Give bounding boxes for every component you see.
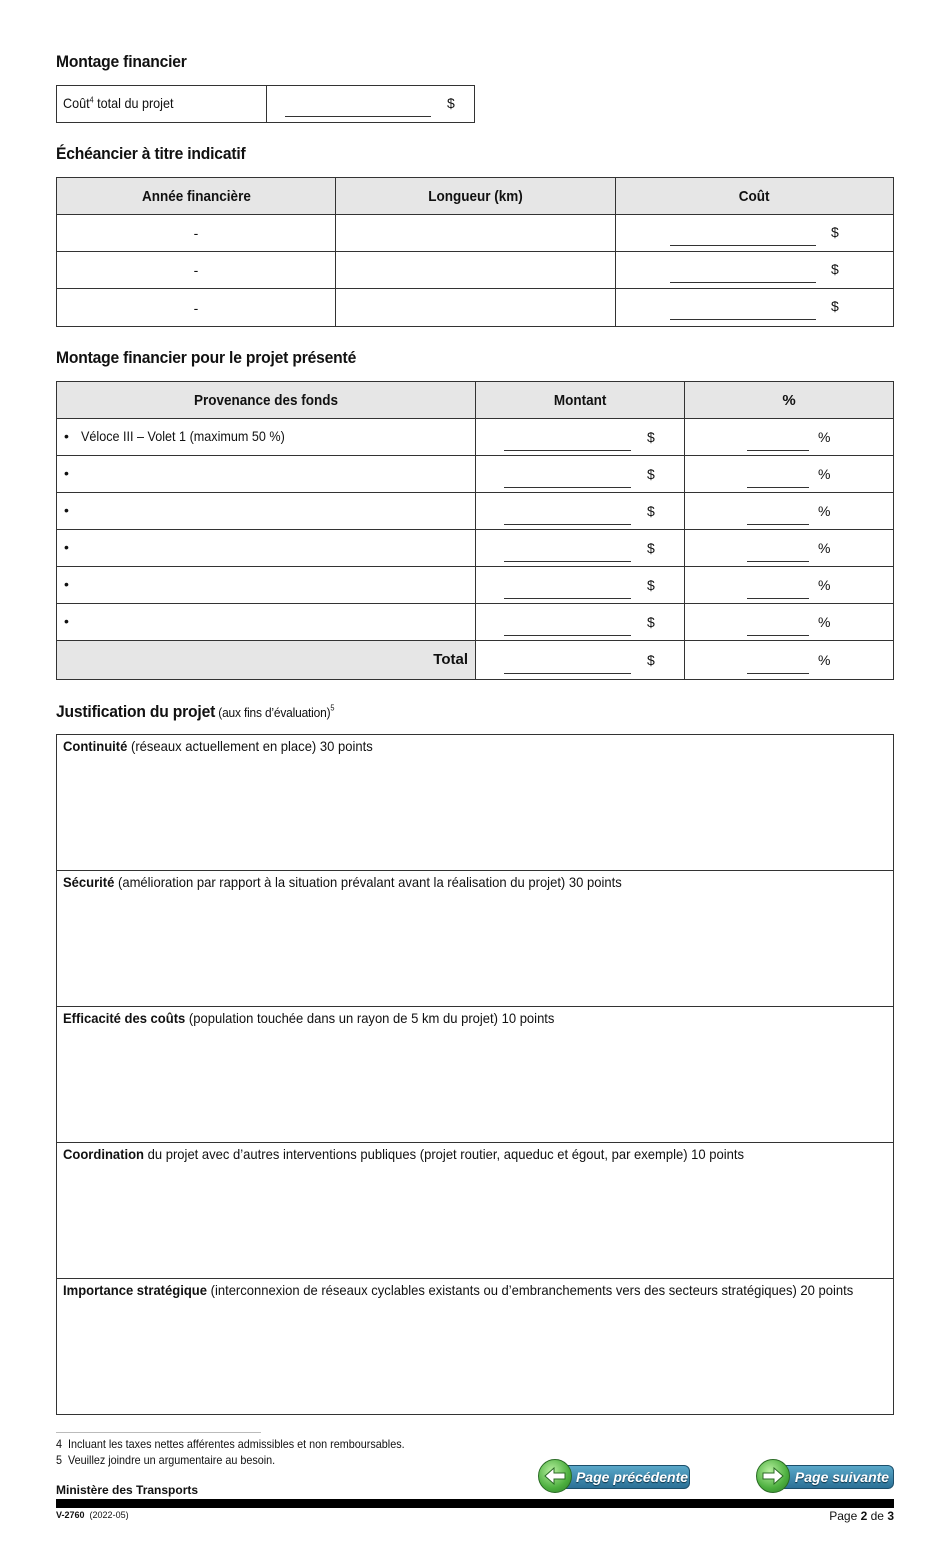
- currency-symbol: $: [647, 652, 655, 668]
- funding-col-percent: %: [684, 381, 894, 419]
- schedule-cost-cell[interactable]: [615, 214, 894, 252]
- justification-cost-efficiency-field[interactable]: [56, 1006, 894, 1143]
- funding-amount-input[interactable]: [504, 524, 631, 525]
- funding-total-label-cell: [56, 640, 476, 680]
- funding-percent-cell[interactable]: [684, 455, 894, 493]
- percent-symbol: %: [818, 503, 831, 519]
- bullet: •: [64, 428, 69, 444]
- ministry-name: Ministère des Transports: [56, 1483, 199, 1497]
- section-heading-justification: Justification du projet (aux fins d’évaluation)$^5$: [56, 702, 335, 721]
- schedule-col-year: Année financière: [56, 177, 336, 215]
- schedule-cost-input[interactable]: [670, 282, 816, 283]
- funding-total-percent-cell[interactable]: [684, 640, 894, 680]
- currency-symbol: $: [447, 95, 455, 111]
- schedule-length-cell[interactable]: [335, 288, 616, 327]
- arrow-right-icon: [756, 1459, 790, 1493]
- justification-continuity-field[interactable]: [56, 734, 894, 871]
- percent-symbol: %: [818, 652, 831, 668]
- funding-amount-cell[interactable]: [475, 603, 685, 641]
- funding-source-cell[interactable]: [56, 603, 476, 641]
- justification-label: Coordination du projet avec d’autres interventions publiques (projet routier, aqueduc et égout, par exemple) 10 points: [63, 1146, 745, 1162]
- funding-percent-cell[interactable]: [684, 529, 894, 567]
- funding-source-cell[interactable]: [56, 455, 476, 493]
- percent-symbol: %: [818, 614, 831, 630]
- funding-total-amount-input[interactable]: [504, 673, 631, 674]
- funding-total-amount-cell[interactable]: [475, 640, 685, 680]
- schedule-year-cell[interactable]: [56, 288, 336, 327]
- funding-amount-input[interactable]: [504, 635, 631, 636]
- schedule-year-cell[interactable]: [56, 251, 336, 289]
- schedule-year-text: -: [193, 262, 199, 278]
- justification-label: Sécurité (amélioration par rapport à la situation prévalant avant la réalisation du projet) 30 points: [63, 874, 622, 890]
- footer-bar: [56, 1499, 894, 1508]
- total-cost-input[interactable]: [285, 116, 431, 117]
- currency-symbol: $: [831, 224, 839, 240]
- funding-amount-cell[interactable]: [475, 492, 685, 530]
- schedule-cost-input[interactable]: [670, 319, 816, 320]
- form-code: V-2760 (2022-05): [56, 1510, 129, 1520]
- schedule-col-length: Longueur (km): [335, 177, 616, 215]
- funding-percent-input[interactable]: [747, 487, 809, 488]
- currency-symbol: $: [647, 429, 655, 445]
- page-number: Page 2 de 3: [829, 1509, 894, 1523]
- funding-percent-cell[interactable]: [684, 603, 894, 641]
- schedule-length-cell[interactable]: [335, 214, 616, 252]
- currency-symbol: $: [647, 540, 655, 556]
- currency-symbol: $: [647, 614, 655, 630]
- percent-symbol: %: [818, 577, 831, 593]
- funding-amount-input[interactable]: [504, 561, 631, 562]
- funding-percent-cell[interactable]: [684, 566, 894, 604]
- funding-percent-input[interactable]: [747, 635, 809, 636]
- schedule-cost-cell[interactable]: [615, 251, 894, 289]
- currency-symbol: $: [831, 261, 839, 277]
- schedule-cost-input[interactable]: [670, 245, 816, 246]
- funding-source-cell[interactable]: [56, 529, 476, 567]
- funding-total-label: Total: [433, 651, 468, 668]
- previous-page-button[interactable]: [538, 1459, 690, 1493]
- funding-amount-input[interactable]: [504, 598, 631, 599]
- funding-percent-input[interactable]: [747, 450, 809, 451]
- currency-symbol: $: [647, 577, 655, 593]
- funding-percent-cell[interactable]: [684, 492, 894, 530]
- total-cost-label-cell: [56, 85, 267, 123]
- schedule-length-cell[interactable]: [335, 251, 616, 289]
- justification-label: Importance stratégique (interconnexion de réseaux cyclables existants ou d’embranchements vers des secteurs stratégiques) 20 points: [63, 1282, 854, 1298]
- bullet: •: [64, 539, 69, 555]
- funding-percent-input[interactable]: [747, 561, 809, 562]
- funding-amount-cell[interactable]: [475, 418, 685, 456]
- section-heading-schedule: Échéancier à titre indicatif: [56, 144, 246, 163]
- next-page-button[interactable]: [756, 1459, 894, 1493]
- currency-symbol: $: [647, 503, 655, 519]
- justification-label: Efficacité des coûts (population touchée dans un rayon de 5 km du projet) 10 points: [63, 1010, 555, 1026]
- funding-amount-input[interactable]: [504, 450, 631, 451]
- bullet: •: [64, 502, 69, 518]
- funding-source-cell[interactable]: [56, 492, 476, 530]
- funding-source-text: Véloce III – Volet 1 (maximum 50 %): [81, 428, 285, 444]
- funding-col-amount: Montant: [475, 381, 685, 419]
- schedule-cost-cell[interactable]: [615, 288, 894, 327]
- percent-symbol: %: [818, 429, 831, 445]
- bullet: •: [64, 613, 69, 629]
- currency-symbol: $: [647, 466, 655, 482]
- funding-col-source: Provenance des fonds: [56, 381, 476, 419]
- funding-amount-cell[interactable]: [475, 529, 685, 567]
- funding-amount-cell[interactable]: [475, 566, 685, 604]
- percent-symbol: %: [818, 466, 831, 482]
- schedule-col-cost: Coût: [615, 177, 894, 215]
- footnote-5: 5 Veuillez joindre un argumentaire au besoin.: [56, 1453, 276, 1467]
- total-cost-label: Coût$^4$ total du projet: [63, 95, 174, 111]
- funding-percent-cell[interactable]: [684, 418, 894, 456]
- funding-percent-input[interactable]: [747, 524, 809, 525]
- previous-page-label: Page précédente: [556, 1465, 690, 1489]
- arrow-left-icon: [538, 1459, 572, 1493]
- schedule-year-text: -: [193, 299, 199, 316]
- justification-safety-field[interactable]: [56, 870, 894, 1007]
- total-cost-input-cell[interactable]: [266, 85, 475, 123]
- schedule-year-text: -: [193, 225, 199, 241]
- percent-symbol: %: [818, 540, 831, 556]
- footnote-divider: [56, 1432, 261, 1433]
- funding-source-cell[interactable]: [56, 566, 476, 604]
- footnote-4: 4 Incluant les taxes nettes afférentes admissibles et non remboursables.: [56, 1437, 405, 1451]
- funding-total-percent-input[interactable]: [747, 673, 809, 674]
- funding-amount-cell[interactable]: [475, 455, 685, 493]
- funding-amount-input[interactable]: [504, 487, 631, 488]
- section-heading-project-financing: Montage financier pour le projet présenté: [56, 348, 357, 367]
- schedule-year-cell[interactable]: [56, 214, 336, 252]
- bullet: •: [64, 465, 69, 481]
- funding-percent-input[interactable]: [747, 598, 809, 599]
- currency-symbol: $: [831, 298, 839, 314]
- justification-strategic-importance-field[interactable]: [56, 1278, 894, 1415]
- bullet: •: [64, 576, 69, 592]
- funding-source-cell[interactable]: [56, 418, 476, 456]
- section-heading-financing: Montage financier: [56, 52, 187, 71]
- justification-label: Continuité (réseaux actuellement en place) 30 points: [63, 738, 373, 754]
- next-page-label: Page suivante: [774, 1465, 894, 1489]
- justification-coordination-field[interactable]: [56, 1142, 894, 1279]
